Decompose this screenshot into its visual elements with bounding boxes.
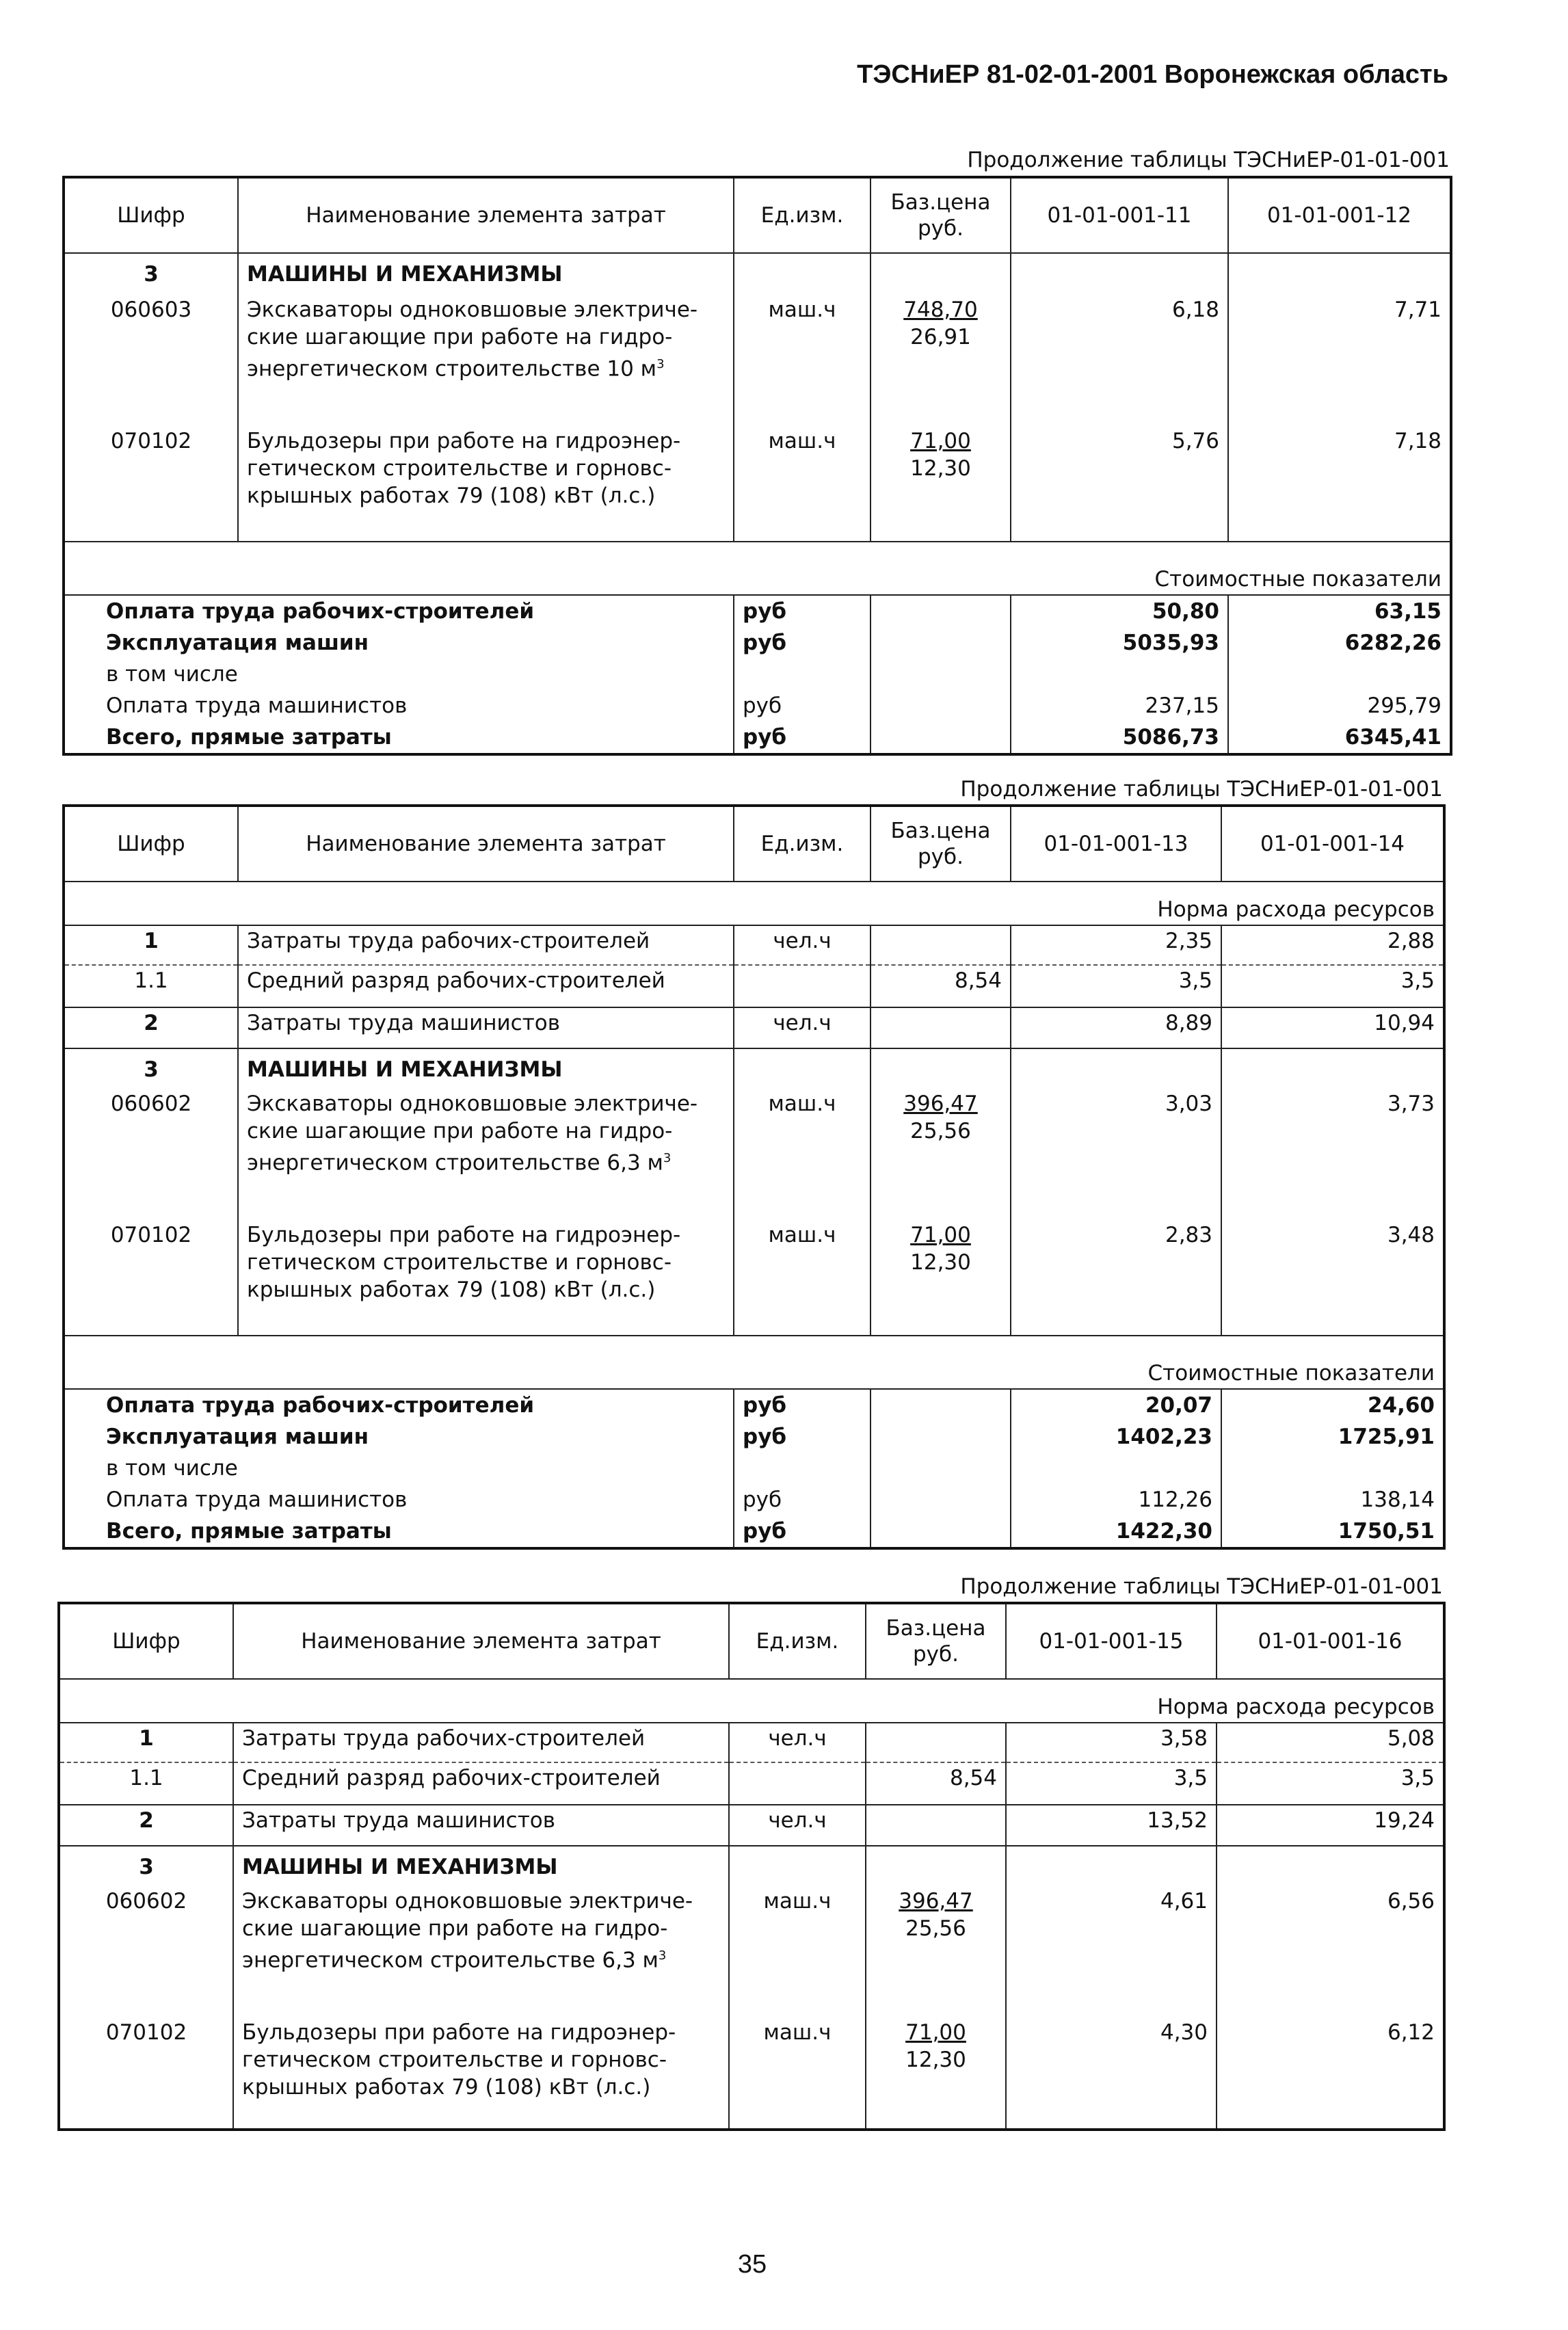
row-value-a: 6,18 [1011,289,1228,384]
col-header-unit: Ед.изм. [734,806,871,882]
row-name: Бульдозеры при работе на гидроэнер- гетическом строительстве и горновс- крышных работах 79 (108) кВт (л.с.) [233,1975,729,2130]
table-caption: Продолжение таблицы ТЭСНиЕР-01-01-001 [967,148,1450,172]
section-band: Норма расхода ресурсов [59,1679,1444,1723]
cost-row: Всего, прямые затраты руб 5086,73 6345,41 [64,721,1451,754]
col-header-price: Баз.цена руб. [866,1603,1006,1679]
table-row: 1.1 Средний разряд рабочих-строителей 8,54 3,5 3,5 [64,965,1444,1007]
cost-row: Оплата труда машинистов руб 237,15 295,79 [64,690,1451,721]
table-header-row [64,806,1444,882]
table-row: 2 Затраты труда машинистов чел.ч 8,89 10,94 [64,1007,1444,1048]
col-header-b: 01-01-001-14 [1221,806,1444,882]
row-name: Бульдозеры при работе на гидроэнер- гетическом строительстве и горновс- крышных работах 79 (108) кВт (л.с.) [238,384,734,542]
cost-row: Эксплуатация машин руб 1402,23 1725,91 [64,1421,1444,1453]
table-row: 070102 Бульдозеры при работе на гидроэнер- гетическом строительстве и горновс- крышных работах 79 (108) кВт (л.с.) маш.ч 71,00 12,30 2,83 3,48 [64,1178,1444,1336]
col-header-b: 01-01-001-12 [1228,177,1451,253]
cost-row: Оплата труда рабочих-строителей руб 50,80 63,15 [64,595,1451,627]
row-name: МАШИНЫ И МЕХАНИЗМЫ [238,253,734,289]
table-row: 060602 Экскаваторы одноковшовые электриче- ские шагающие при работе на гидро- энергетическом строительстве 6,3 $м^3$ маш.ч 396,47 25,56 4,61 6,56 [59,1882,1444,1975]
col-header-a: 01-01-001-11 [1011,177,1228,253]
col-header-a: 01-01-001-15 [1006,1603,1217,1679]
row-price: 748,70 26,91 [871,289,1011,384]
row-code: 060603 [64,289,238,384]
row-name: Экскаваторы одноковшовые электриче- ские шагающие при работе на гидро- энергетическом строительстве 6,3 $м^3$ [233,1882,729,1975]
row-code: 070102 [64,384,238,542]
col-header-name: Наименование элемента затрат [238,177,734,253]
row-price: 71,00 12,30 [871,1178,1011,1336]
cost-row: Всего, прямые затраты руб 1422,30 1750,51 [64,1515,1444,1548]
table-row: 1 Затраты труда рабочих-строителей чел.ч 2,35 2,88 [64,925,1444,965]
price-unit-label: руб. [918,216,964,241]
row-price: 396,47 25,56 [866,1882,1006,1975]
section-band: Стоимостные показатели [64,542,1451,595]
col-header-price: Баз.цена руб. [871,806,1011,882]
table-row: 1 Затраты труда рабочих-строителей чел.ч 3,58 5,08 [59,1723,1444,1762]
cost-row: Оплата труда машинистов руб 112,26 138,14 [64,1484,1444,1515]
document-header: ТЭСНиЕР 81-02-01-2001 Воронежская область [857,60,1448,89]
col-header-name: Наименование элемента затрат [233,1603,729,1679]
row-name: Экскаваторы одноковшовые электриче- ские шагающие при работе на гидро- энергетическом строительстве 6,3 $м^3$ [238,1085,734,1178]
section-band: Стоимостные показатели [64,1336,1444,1389]
row-price: 71,00 12,30 [871,384,1011,542]
col-header-name: Наименование элемента затрат [238,806,734,882]
table-row: 2 Затраты труда машинистов чел.ч 13,52 19,24 [59,1805,1444,1846]
cost-row: Оплата труда рабочих-строителей руб 20,07 24,60 [64,1389,1444,1421]
table-row: 3 МАШИНЫ И МЕХАНИЗМЫ [64,1048,1444,1085]
col-header-code: Шифр [59,1603,233,1679]
table-row: 3 МАШИНЫ И МЕХАНИЗМЫ [59,1846,1444,1882]
col-header-b: 01-01-001-16 [1217,1603,1444,1679]
col-header-code: Шифр [64,177,238,253]
table-caption: Продолжение таблицы ТЭСНиЕР-01-01-001 [960,1574,1443,1599]
row-price: 71,00 12,30 [866,1975,1006,2130]
cost-row: в том числе [64,1453,1444,1484]
table-row: 1.1 Средний разряд рабочих-строителей 8,54 3,5 3,5 [59,1762,1444,1805]
cost-row: Эксплуатация машин руб 5035,93 6282,26 [64,627,1451,659]
page-number: 35 [737,2250,767,2279]
price-label: Баз.цена [890,190,991,215]
col-header-unit: Ед.изм. [729,1603,866,1679]
resource-table-1 [62,176,1452,756]
table-caption: Продолжение таблицы ТЭСНиЕР-01-01-001 [960,777,1443,802]
col-header-code: Шифр [64,806,238,882]
row-name: Бульдозеры при работе на гидроэнер- гетическом строительстве и горновс- крышных работах 79 (108) кВт (л.с.) [238,1178,734,1336]
table-row [64,289,1451,384]
cost-row: в том числе [64,659,1451,690]
row-price: 396,47 25,56 [871,1085,1011,1178]
table-row [64,253,1451,289]
col-header-a: 01-01-001-13 [1011,806,1221,882]
resource-table-2 [62,804,1446,1550]
row-unit: маш.ч [734,289,871,384]
table-row: 070102 Бульдозеры при работе на гидроэнер- гетическом строительстве и горновс- крышных работах 79 (108) кВт (л.с.) маш.ч 71,00 12,30 4,30 6,12 [59,1975,1444,2130]
table-header-row [64,177,1451,253]
col-header-price [871,177,1011,253]
row-name: Экскаваторы одноковшовые электриче- ские шагающие при работе на гидро- энергетическом строительстве 10 $м^3$ [238,289,734,384]
table-header-row [59,1603,1444,1679]
col-header-unit: Ед.изм. [734,177,871,253]
row-value-b: 7,18 [1228,384,1451,542]
row-code: 3 [64,253,238,289]
row-value-b: 7,71 [1228,289,1451,384]
table-row [64,384,1451,542]
table-row: 060602 Экскаваторы одноковшовые электриче- ские шагающие при работе на гидро- энергетическом строительстве 6,3 $м^3$ маш.ч 396,47 25,56 3,03 3,73 [64,1085,1444,1178]
section-band: Норма расхода ресурсов [64,882,1444,925]
row-unit: маш.ч [734,384,871,542]
resource-table-3 [57,1602,1446,2131]
row-value-a: 5,76 [1011,384,1228,542]
